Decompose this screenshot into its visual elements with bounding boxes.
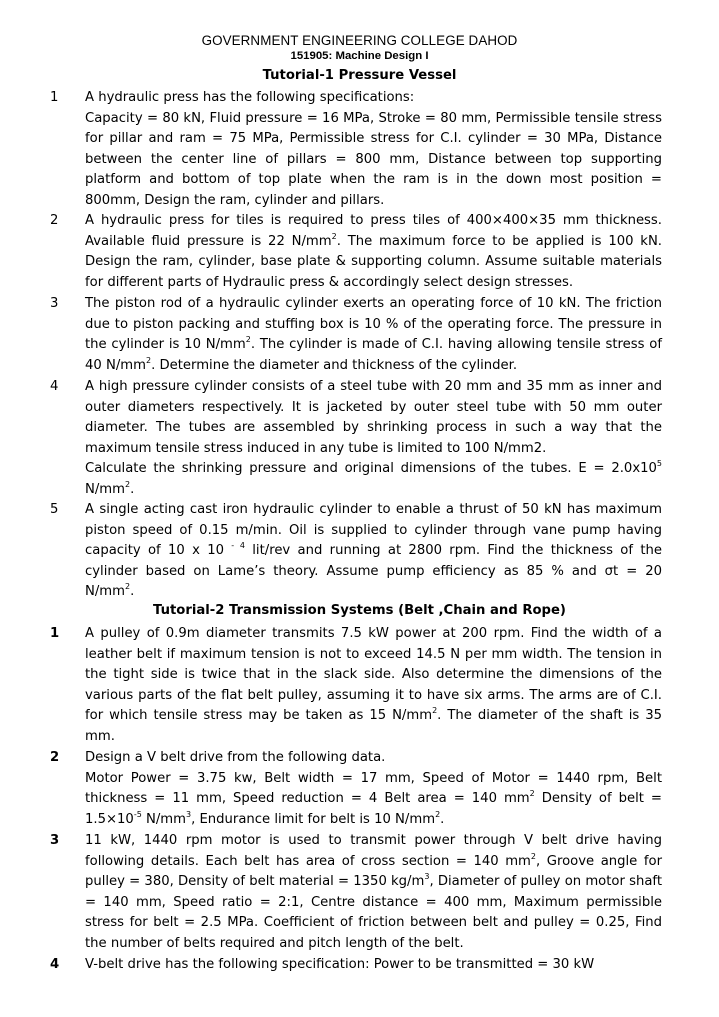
text-run: . The cylinder is made of C.I. having allowing tensile stress of 40 N/mm [85, 337, 663, 373]
tutorial-2-title: Tutorial-2 Transmission Systems (Belt ,Chain and Rope) [153, 603, 566, 618]
question-text-paragraph: Capacity = 80 kN, Fluid pressure = 16 MPa, Stroke = 80 mm, Permissible tensile stress for pillar and ram = 75 MPa, Permissible stress for C.I. cylinder = 30 MPa, Distance between the center line of pillars = 800 mm, Distance between top supporting platform and bottom of top plate when the ram is in the down most position = 800mm, Design the ram, cylinder and pillars. [85, 110, 662, 208]
superscript: 2 [331, 231, 337, 241]
question-text-paragraph: A high pressure cylinder consists of a steel tube with 20 mm and 35 mm as inner and outer diameters respectively. It is jacketed by outer steel tube with 50 mm outer diameter. The tubes are assembled by shrinking process in such a way that the maximum tensile stress induced in any tube is limited to 100 N/mm2. [85, 379, 662, 456]
text-run: . [440, 811, 445, 827]
text-run: 11 kW, 1440 rpm motor is used to transmit power through V belt drive having following details. Each belt has area of cross section = 140 mm [85, 833, 662, 869]
t2-question-2-text [85, 748, 662, 830]
course-title: 151905: Machine Design I [290, 50, 429, 62]
superscript: 2 [125, 479, 131, 489]
t2-question-4-text [85, 955, 662, 976]
question-5-text [85, 500, 662, 603]
question-text-line: Design a V belt drive from the following data. [85, 750, 386, 765]
text-run: N/mm [85, 481, 126, 497]
question-4-text [85, 377, 662, 501]
superscript: 3 [186, 809, 192, 819]
question-number: 4 [50, 379, 59, 394]
superscript: 3 [424, 872, 430, 882]
question-number: 2 [50, 213, 59, 228]
text-run: , Endurance limit for belt is 10 N/mm [191, 811, 436, 827]
question-number: 1 [50, 626, 60, 641]
text-run: lit/rev and running at 2800 rpm. Find the thickness of the cylinder based on Lame’s theory. Assume pump efficiency as 85 % and σt = 20 N/mm [85, 543, 662, 600]
superscript: -5 [133, 809, 142, 819]
question-number: 3 [50, 296, 59, 311]
college-name: GOVERNMENT ENGINEERING COLLEGE DAHOD [201, 33, 518, 48]
superscript: 2 [145, 355, 152, 365]
question-number: 5 [50, 502, 59, 517]
text-run: . Determine the diameter and thickness of the cylinder. [151, 357, 518, 373]
text-run: Calculate the shrinking pressure and original dimensions of the tubes. E = 2.0x10 [85, 461, 657, 477]
tutorial-1-title: Tutorial-1 Pressure Vessel [262, 68, 457, 83]
text-run: . [130, 481, 135, 497]
t2-question-3-text [85, 831, 662, 955]
question-number: 3 [50, 833, 60, 848]
superscript: 2 [125, 582, 131, 592]
text-run: Motor Power = 3.75 kw, Belt width = 17 mm, Speed of Motor = 1440 rpm, Belt thickness = 11 mm, Speed reduction = 4 Belt area = 140 mm [85, 770, 662, 807]
question-1-text [85, 88, 662, 212]
text-run: A single acting cast iron hydraulic cylinder to enable a thrust of 50 kN has maximum piston speed of 0.15 m/min. Oil is supplied to cylinder through vane pump having capacity of 10 x 10 [85, 502, 662, 559]
superscript: - 4 [231, 541, 245, 551]
text-run: Density of belt = 1.5×10 [85, 791, 662, 827]
text-run: , Groove angle for pulley = 380, Density of belt material = 1350 kg/m [85, 853, 662, 890]
question-number: 1 [50, 90, 59, 105]
question-number: 4 [50, 957, 60, 972]
question-2-text [85, 211, 662, 293]
superscript: 2 [435, 809, 441, 819]
text-run: A pulley of 0.9m diameter transmits 7.5 kW power at 200 rpm. Find the width of a leather belt if maximum tension is not to exceed 14.5 N per mm width. The tension in the tight side is twice that in the slack side. Also determine the dimensions of the various parts of the flat belt pulley, assuming it to have six arms. The arms are of C.I. for which tensile stress may be taken as 15 N/mm [85, 626, 662, 724]
question-number: 2 [50, 750, 60, 765]
text-run: . [130, 584, 135, 600]
text-run: . The diameter of the shaft is 35 mm. [85, 708, 662, 744]
superscript: 2 [529, 789, 535, 799]
question-text-line: A hydraulic press has the following specifications: [85, 90, 415, 105]
question-text-line: V-belt drive has the following specification: Power to be transmitted = 30 kW [85, 957, 595, 972]
text-run: , Diameter of pulley on motor shaft = 140 mm, Speed ratio = 2:1, Centre distance = 400 mm, Maximum permissible stress for belt = 2.5 MPa. Coefficient of friction between belt and pulley = 0.25, Find the number of belts required and pitch length of the belt. [85, 874, 662, 951]
superscript: 2 [432, 706, 438, 716]
t2-question-1-text [85, 624, 662, 748]
question-3-text [85, 294, 662, 376]
text-run: . The maximum force to be applied is 100 kN. Design the ram, cylinder, base plate & supporting column. Assume suitable materials for different parts of Hydraulic press & accordingly select design stresses. [85, 233, 662, 290]
text-run: N/mm [141, 811, 186, 827]
superscript: 2 [245, 335, 251, 345]
superscript: 5 [656, 459, 662, 469]
superscript: 2 [530, 851, 536, 861]
text-run: A hydraulic press for tiles is required to press tiles of 400×400×35 mm thickness. Available fluid pressure is 22 N/mm [85, 213, 662, 249]
text-run: The piston rod of a hydraulic cylinder exerts an operating force of 10 kN. The friction due to piston packing and stuffing box is 10 % of the operating force. The pressure in the cylinder is 10 N/mm [85, 296, 662, 353]
